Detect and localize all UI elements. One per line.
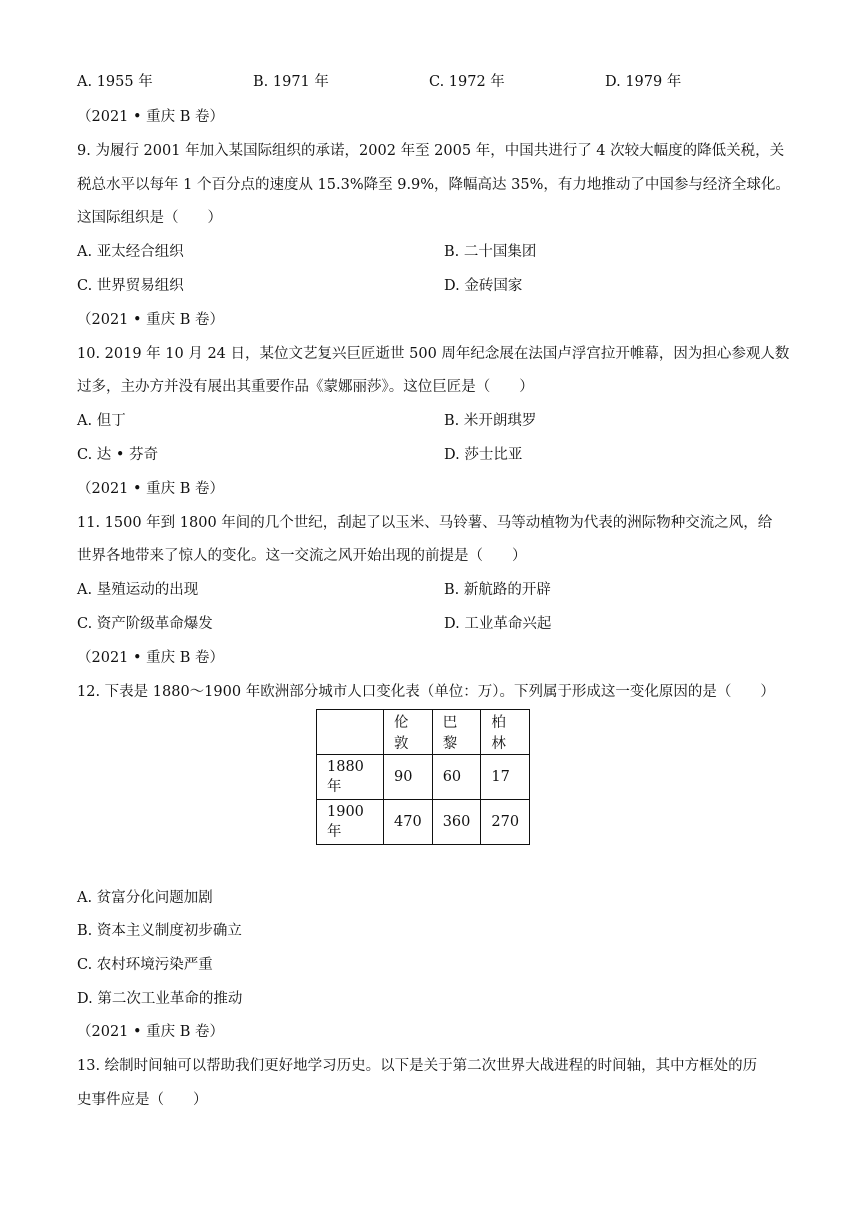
q10-option-c[interactable]: C. 达 • 芬奇 — [77, 447, 159, 463]
table-cell: 360 — [432, 800, 481, 845]
q9-stem-line-1: 9. 为履行 2001 年加入某国际组织的承诺，2002 年至 2005 年，中国共进行了 4 次较大幅度的降低关税，关 — [77, 143, 785, 159]
q10-option-d[interactable]: D. 莎士比亚 — [444, 447, 523, 463]
q13-stem-line-2: 史事件应是（ ） — [77, 1092, 208, 1108]
q12-stem: 12. 下表是 1880～1900 年欧洲部分城市人口变化表（单位：万）。下列属于形成这一变化原因的是（ ） — [77, 684, 775, 700]
q8-option-c[interactable]: C. 1972 年 — [429, 74, 505, 90]
q10-option-a[interactable]: A. 但丁 — [77, 413, 126, 429]
q9-option-c[interactable]: C. 世界贸易组织 — [77, 278, 184, 294]
q11-stem-line-2: 世界各地带来了惊人的变化。这一交流之风开始出现的前提是（ ） — [77, 548, 527, 564]
q9-stem-line-2: 税总水平以每年 1 个百分点的速度从 15.3%降至 9.9%，降幅高达 35%，有力地推动了中国参与经济全球化。 — [77, 177, 790, 193]
q8-source: （2021 • 重庆 B 卷） — [77, 109, 225, 125]
table-header-cell: 巴黎 — [432, 710, 481, 755]
q8-option-d[interactable]: D. 1979 年 — [605, 74, 682, 90]
q11-stem-line-1: 11. 1500 年到 1800 年间的几个世纪，刮起了以玉米、马铃薯、马等动植物为代表的洲际物种交流之风，给 — [77, 515, 773, 531]
table-cell: 90 — [384, 755, 433, 800]
q10-option-b[interactable]: B. 米开朗琪罗 — [444, 413, 537, 429]
table-cell: 17 — [481, 755, 530, 800]
q12-option-c[interactable]: C. 农村环境污染严重 — [77, 957, 213, 973]
q13-stem-line-1: 13. 绘制时间轴可以帮助我们更好地学习历史。以下是关于第二次世界大战进程的时间轴，其中方框处的历 — [77, 1058, 758, 1074]
table-row — [317, 755, 530, 800]
q8-option-a[interactable]: A. 1955 年 — [77, 74, 153, 90]
q12-option-a[interactable]: A. 贫富分化问题加剧 — [77, 890, 213, 906]
q12-option-b[interactable]: B. 资本主义制度初步确立 — [77, 923, 242, 939]
table-header-row — [317, 710, 530, 755]
q9-option-a[interactable]: A. 亚太经合组织 — [77, 244, 184, 260]
q12-source: （2021 • 重庆 B 卷） — [77, 1024, 225, 1040]
q10-stem-line-2: 过多，主办方并没有展出其重要作品《蒙娜丽莎》。这位巨匠是（ ） — [77, 379, 534, 395]
table-cell: 1900 年 — [317, 800, 384, 845]
q12-option-d[interactable]: D. 第二次工业革命的推动 — [77, 991, 243, 1007]
q11-option-c[interactable]: C. 资产阶级革命爆发 — [77, 616, 213, 632]
q9-stem-line-3: 这国际组织是（ ） — [77, 210, 222, 226]
population-table — [316, 709, 530, 845]
q11-option-d[interactable]: D. 工业革命兴起 — [444, 616, 552, 632]
table-cell: 270 — [481, 800, 530, 845]
table-row — [317, 800, 530, 845]
table-cell: 60 — [432, 755, 481, 800]
q8-option-b[interactable]: B. 1971 年 — [253, 74, 329, 90]
q10-source: （2021 • 重庆 B 卷） — [77, 481, 225, 497]
table-header-cell: 伦敦 — [384, 710, 433, 755]
q10-stem-line-1: 10. 2019 年 10 月 24 日，某位文艺复兴巨匠逝世 500 周年纪念展在法国卢浮宫拉开帷幕，因为担心参观人数 — [77, 346, 790, 362]
table-cell: 1880 年 — [317, 755, 384, 800]
q9-option-d[interactable]: D. 金砖国家 — [444, 278, 523, 294]
q11-option-b[interactable]: B. 新航路的开辟 — [444, 582, 551, 598]
table-header-cell: 柏林 — [481, 710, 530, 755]
q11-option-a[interactable]: A. 垦殖运动的出现 — [77, 582, 199, 598]
q9-source: （2021 • 重庆 B 卷） — [77, 312, 225, 328]
table-cell: 470 — [384, 800, 433, 845]
table-header-cell — [317, 710, 384, 755]
q9-option-b[interactable]: B. 二十国集团 — [444, 244, 537, 260]
q11-source: （2021 • 重庆 B 卷） — [77, 650, 225, 666]
